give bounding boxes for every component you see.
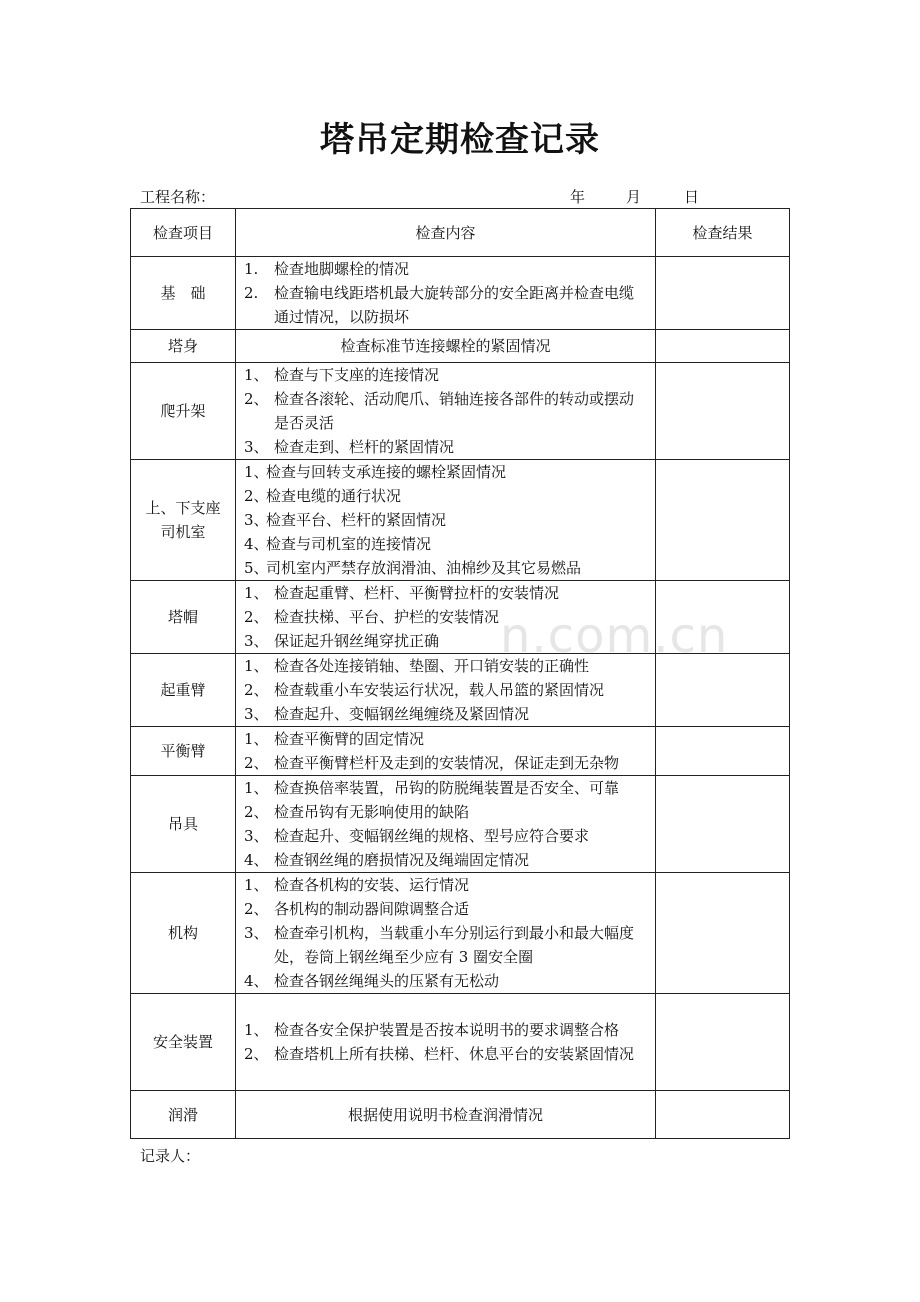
line-number: 2. [244, 284, 259, 302]
line-number: 4、 [244, 851, 269, 869]
line-number: 3、 [244, 511, 269, 529]
check-result-cell[interactable] [656, 994, 790, 1091]
check-item-label: 爬升架 [160, 402, 206, 420]
line-text: 检查载重小车安装运行状况，载人吊篮的紧固情况 [274, 681, 605, 699]
check-content-line [244, 508, 647, 532]
line-text: 检查塔机上所有扶梯、栏杆、休息平台的安装紧固情况 [274, 1045, 635, 1063]
check-result-cell[interactable] [656, 873, 790, 994]
check-content-line [244, 460, 647, 484]
check-item [131, 330, 236, 363]
check-item-label: 机构 [167, 924, 198, 942]
line-number: 1、 [244, 779, 269, 797]
check-result-cell[interactable] [656, 727, 790, 776]
check-item [131, 1091, 236, 1139]
check-content-text: 检查标准节连接螺栓的紧固情况 [340, 337, 551, 355]
line-number: 2、 [244, 390, 269, 408]
line-number: 3、 [244, 705, 269, 723]
check-content-line [244, 435, 647, 459]
line-number: 1、 [244, 584, 269, 602]
check-content [236, 581, 656, 654]
column-header-content: 检查内容 [236, 209, 656, 257]
check-content [236, 654, 656, 727]
table-row [131, 257, 790, 330]
line-number: 1、 [244, 1021, 269, 1039]
check-item-label: 塔帽 [167, 608, 198, 626]
check-content-line [244, 387, 647, 435]
line-text: 检查牵引机构，当载重小车分别运行到最小和最大幅度处，卷筒上钢丝绳至少应有 3 圈安全圈 [274, 924, 635, 966]
line-number: 4、 [244, 535, 269, 553]
check-content-line [244, 727, 647, 751]
check-content-line [244, 532, 647, 556]
line-text: 检查地脚螺栓的情况 [274, 260, 410, 278]
table-row [131, 460, 790, 581]
check-content [236, 994, 656, 1091]
line-number: 1、 [244, 366, 269, 384]
line-number: 3、 [244, 827, 269, 845]
recorder-label: 记录人： [140, 1147, 201, 1165]
check-item [131, 581, 236, 654]
line-text: 司机室内严禁存放润滑油、油棉纱及其它易燃品 [266, 559, 582, 577]
line-number: 2、 [244, 608, 269, 626]
check-content-line [244, 897, 647, 921]
line-number: 1、 [244, 730, 269, 748]
check-content-line [244, 848, 647, 872]
table-row [131, 330, 790, 363]
check-item-label: 基 础 [160, 284, 206, 302]
line-text: 检查各处连接销轴、垫圈、开口销安装的正确性 [274, 657, 590, 675]
line-number: 2、 [244, 754, 269, 772]
line-text: 检查与回转支承连接的螺栓紧固情况 [266, 463, 507, 481]
check-content [236, 727, 656, 776]
check-item-label: 吊具 [167, 815, 198, 833]
check-content-line [244, 873, 647, 897]
check-content-line [244, 969, 647, 993]
check-content [236, 873, 656, 994]
check-content-line [244, 556, 647, 580]
check-content [236, 330, 656, 363]
check-content-line [244, 629, 647, 653]
check-content [236, 460, 656, 581]
line-text: 检查平台、栏杆的紧固情况 [266, 511, 447, 529]
check-result-cell[interactable] [656, 776, 790, 873]
check-content-text: 根据使用说明书检查润滑情况 [347, 1105, 543, 1124]
check-content-line [244, 921, 647, 969]
check-content-line [244, 605, 647, 629]
day-label: 日 [684, 188, 700, 206]
check-result-cell[interactable] [656, 363, 790, 460]
check-content-line [244, 800, 647, 824]
table-row [131, 727, 790, 776]
line-text: 检查起升、变幅钢丝绳缠绕及紧固情况 [274, 705, 530, 723]
check-result-cell[interactable] [656, 1091, 790, 1139]
line-text: 检查各钢丝绳绳头的压紧有无松动 [274, 972, 500, 990]
check-item-label: 润滑 [167, 1105, 198, 1124]
line-text: 保证起升钢丝绳穿扰正确 [274, 632, 440, 650]
check-item-label: 安全装置 [152, 1033, 213, 1051]
check-item [131, 654, 236, 727]
check-content [236, 257, 656, 330]
table-row [131, 1091, 790, 1139]
check-content-line [244, 824, 647, 848]
check-content-line [244, 1018, 647, 1042]
check-content [236, 1091, 656, 1139]
check-content-line [244, 484, 647, 508]
line-text: 检查换倍率装置，吊钩的防脱绳装置是否安全、可靠 [274, 779, 620, 797]
project-name-label: 工程名称： [140, 188, 216, 206]
line-text: 检查电缆的通行状况 [266, 487, 402, 505]
check-result-cell[interactable] [656, 460, 790, 581]
line-text: 检查输电线距塔机最大旋转部分的安全距离并检查电缆通过情况，以防损坏 [274, 284, 635, 326]
line-number: 1、 [244, 463, 269, 481]
check-result-cell[interactable] [656, 654, 790, 727]
line-number: 1. [244, 260, 259, 278]
line-number: 5、 [244, 559, 269, 577]
line-number: 1、 [244, 657, 269, 675]
check-content [236, 363, 656, 460]
check-item-label: 起重臂 [160, 681, 206, 699]
check-content-line [244, 257, 647, 281]
check-item-label: 上、下支座司机室 [145, 499, 221, 541]
check-content-line [244, 281, 647, 329]
line-text: 检查起重臂、栏杆、平衡臂拉杆的安装情况 [274, 584, 560, 602]
line-text: 检查各滚轮、活动爬爪、销轴连接各部件的转动或摆动是否灵活 [274, 390, 635, 432]
check-item [131, 873, 236, 994]
year-label: 年 [570, 188, 586, 206]
table-row [131, 776, 790, 873]
column-header-result: 检查结果 [656, 209, 790, 257]
check-item [131, 363, 236, 460]
line-number: 2、 [244, 900, 269, 918]
check-content-line [244, 702, 647, 726]
watermark: n.com.cn [500, 608, 729, 664]
check-item [131, 727, 236, 776]
line-text: 检查与下支座的连接情况 [274, 366, 440, 384]
check-content-line [244, 678, 647, 702]
line-text: 检查各安全保护装置是否按本说明书的要求调整合格 [274, 1021, 620, 1039]
line-number: 3、 [244, 438, 269, 456]
check-item-label: 平衡臂 [160, 742, 206, 760]
line-number: 4、 [244, 972, 269, 990]
table-row [131, 994, 790, 1091]
line-text: 检查平衡臂栏杆及走到的安装情况，保证走到无杂物 [274, 754, 620, 772]
line-text: 检查吊钩有无影响使用的缺陷 [274, 803, 470, 821]
line-text: 检查扶梯、平台、护栏的安装情况 [274, 608, 500, 626]
check-result-cell[interactable] [656, 330, 790, 363]
line-text: 检查各机构的安装、运行情况 [274, 876, 470, 894]
line-number: 2、 [244, 487, 269, 505]
check-item [131, 257, 236, 330]
check-content-line [244, 581, 647, 605]
line-number: 3、 [244, 632, 269, 650]
check-content-line [244, 1042, 647, 1066]
table-row [131, 873, 790, 994]
check-content-line [244, 363, 647, 387]
table-row [131, 581, 790, 654]
check-item-label: 塔身 [167, 337, 198, 355]
column-header-item: 检查项目 [131, 209, 236, 257]
line-text: 检查走到、栏杆的紧固情况 [274, 438, 455, 456]
line-number: 2、 [244, 1045, 269, 1063]
line-number: 3、 [244, 924, 269, 942]
check-content-line [244, 776, 647, 800]
line-number: 2、 [244, 803, 269, 821]
check-item [131, 460, 236, 581]
check-content [236, 776, 656, 873]
check-item [131, 994, 236, 1091]
month-label: 月 [626, 188, 642, 206]
check-item [131, 776, 236, 873]
line-text: 各机构的制动器间隙调整合适 [274, 900, 470, 918]
check-result-cell[interactable] [656, 581, 790, 654]
inspection-table [130, 208, 790, 1139]
table-row [131, 654, 790, 727]
line-text: 检查钢丝绳的磨损情况及绳端固定情况 [274, 851, 530, 869]
check-result-cell[interactable] [656, 257, 790, 330]
table-row [131, 363, 790, 460]
line-number: 1、 [244, 876, 269, 894]
table-header-row [131, 209, 790, 257]
page-title: 塔吊定期检查记录 [320, 120, 600, 160]
line-text: 检查与司机室的连接情况 [266, 535, 432, 553]
line-text: 检查起升、变幅钢丝绳的规格、型号应符合要求 [274, 827, 590, 845]
check-content-line [244, 751, 647, 775]
line-text: 检查平衡臂的固定情况 [274, 730, 425, 748]
line-number: 2、 [244, 681, 269, 699]
check-content-line [244, 654, 647, 678]
